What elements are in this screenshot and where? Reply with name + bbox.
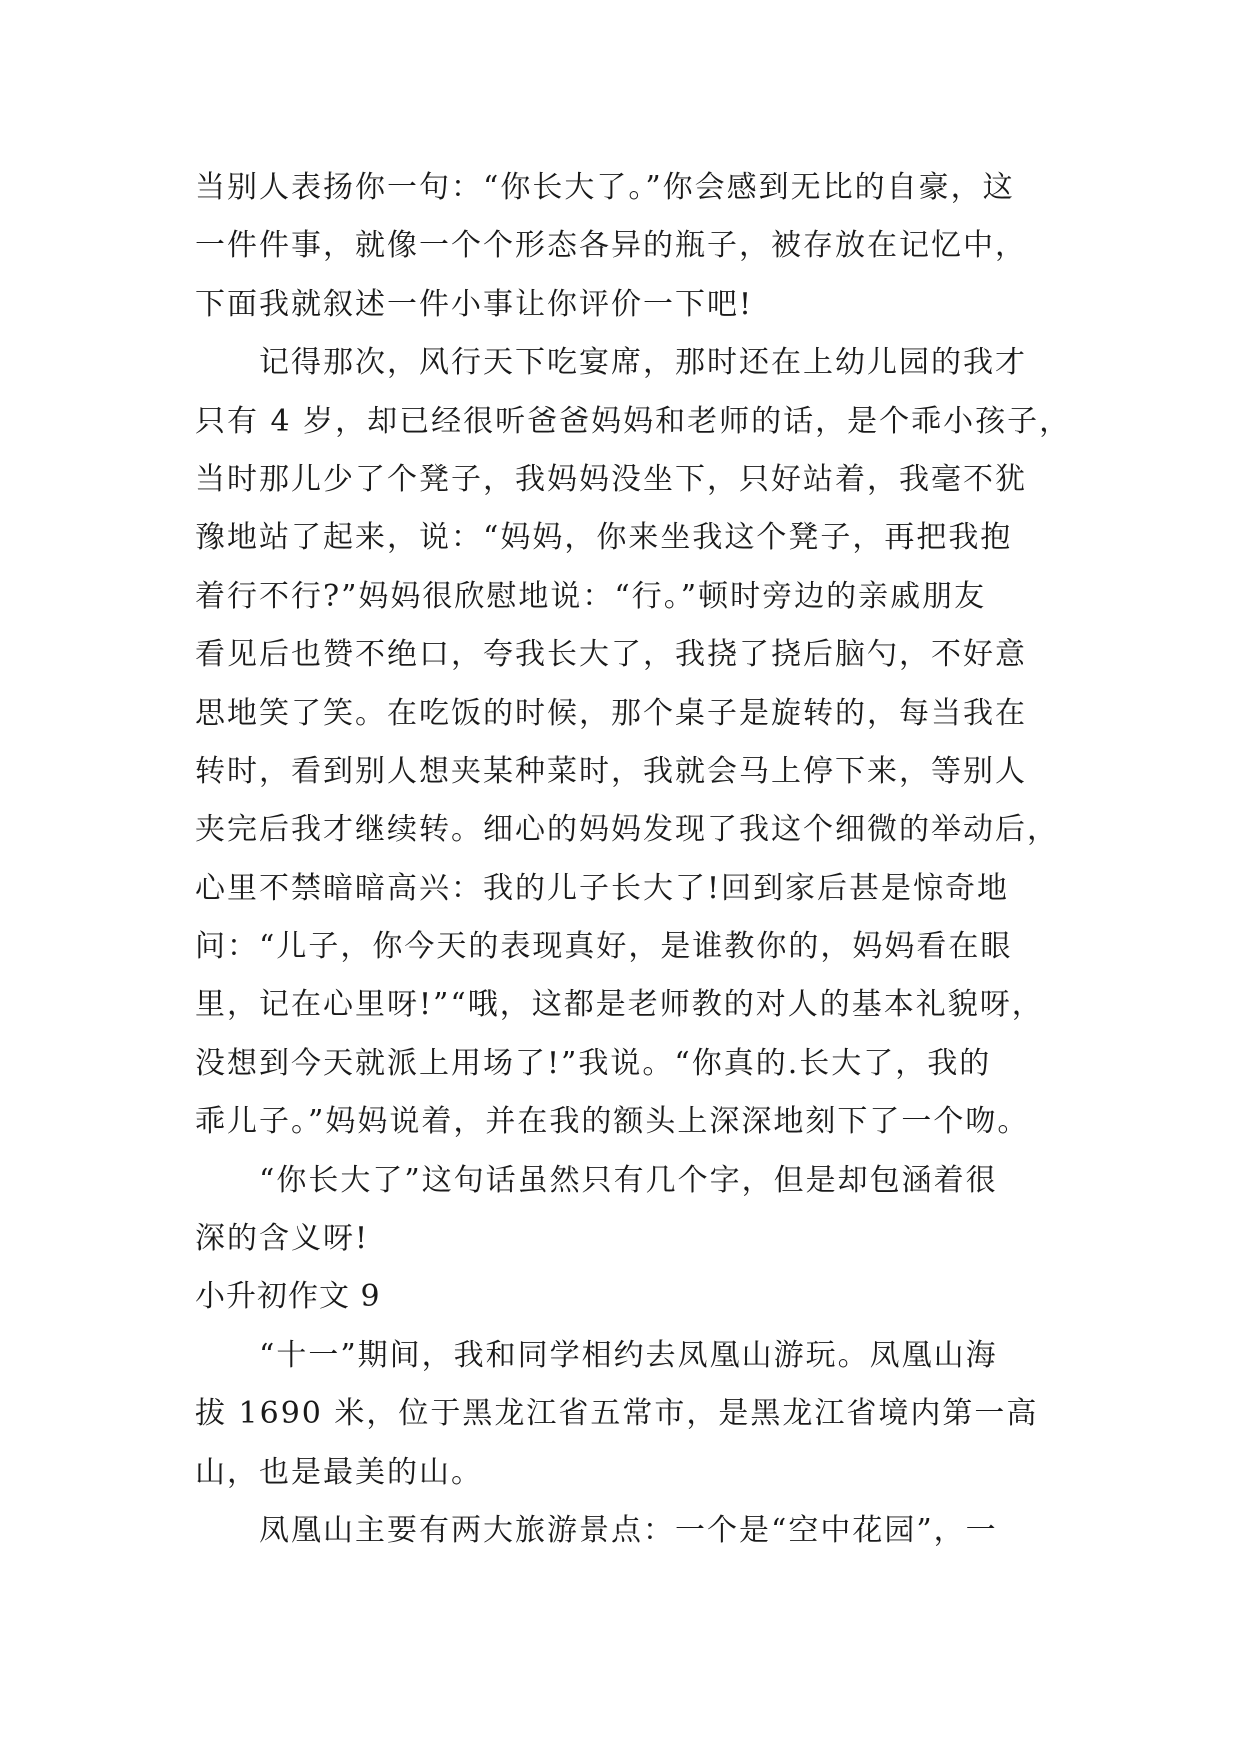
paragraph-first-line: “你长大了”这句话虽然只有几个字，但是却包涵着很 <box>259 1162 998 1198</box>
document-body <box>195 159 1075 1560</box>
text-line: 里，记在心里呀!”“哦，这都是老师教的对人的基本礼貌呀， <box>195 987 1044 1023</box>
paragraph-first-line: 记得那次，风行天下吃宴席，那时还在上幼儿园的我才 <box>259 345 1027 381</box>
text-line: 豫地站了起来，说：“妈妈，你来坐我这个凳子，再把我抱 <box>195 520 1013 556</box>
text-line: 山，也是最美的山。 <box>195 1454 483 1490</box>
text-line: 心里不禁暗暗高兴：我的儿子长大了!回到家后甚是惊奇地 <box>195 870 1010 906</box>
text-line: 乖儿子。”妈妈说着，并在我的额头上深深地刻下了一个吻。 <box>195 1104 1030 1140</box>
text-line: 当时那儿少了个凳子，我妈妈没坐下，只好站着，我毫不犹 <box>195 461 1027 497</box>
text-line: 问：“儿子，你今天的表现真好，是谁教你的，妈妈看在眼 <box>195 929 1013 965</box>
text-line: 着行不行?”妈妈很欣慰地说：“行。”顿时旁边的亲戚朋友 <box>195 578 987 614</box>
text-line: 夹完后我才继续转。细心的妈妈发现了我这个细微的举动后， <box>195 812 1059 848</box>
text-line: 只有 4 岁，却已经很听爸爸妈妈和老师的话，是个乖小孩子， <box>195 403 1072 439</box>
section-heading: 小升初作文 9 <box>195 1279 381 1315</box>
text-line: 思地笑了笑。在吃饭的时候，那个桌子是旋转的，每当我在 <box>195 695 1027 731</box>
text-line: 没想到今天就派上用场了!”我说。“你真的.长大了，我的 <box>195 1045 992 1081</box>
text-line: 下面我就叙述一件小事让你评价一下吧! <box>195 286 754 322</box>
paragraph-first-line: “十一”期间，我和同学相约去凤凰山游玩。凤凰山海 <box>259 1337 998 1373</box>
text-line: 一件件事，就像一个个形态各异的瓶子，被存放在记忆中， <box>195 228 1027 264</box>
text-line: 看见后也赞不绝口，夸我长大了，我挠了挠后脑勺，不好意 <box>195 637 1027 673</box>
text-line: 深的含义呀! <box>195 1221 370 1257</box>
text-line: 拔 1690 米，位于黑龙江省五常市，是黑龙江省境内第一高 <box>195 1396 1039 1432</box>
paragraph-first-line: 凤凰山主要有两大旅游景点：一个是“空中花园”，一 <box>259 1512 998 1548</box>
text-line: 当别人表扬你一句：“你长大了。”你会感到无比的自豪，这 <box>195 170 1015 205</box>
text-line: 转时，看到别人想夹某种菜时，我就会马上停下来，等别人 <box>195 753 1027 789</box>
